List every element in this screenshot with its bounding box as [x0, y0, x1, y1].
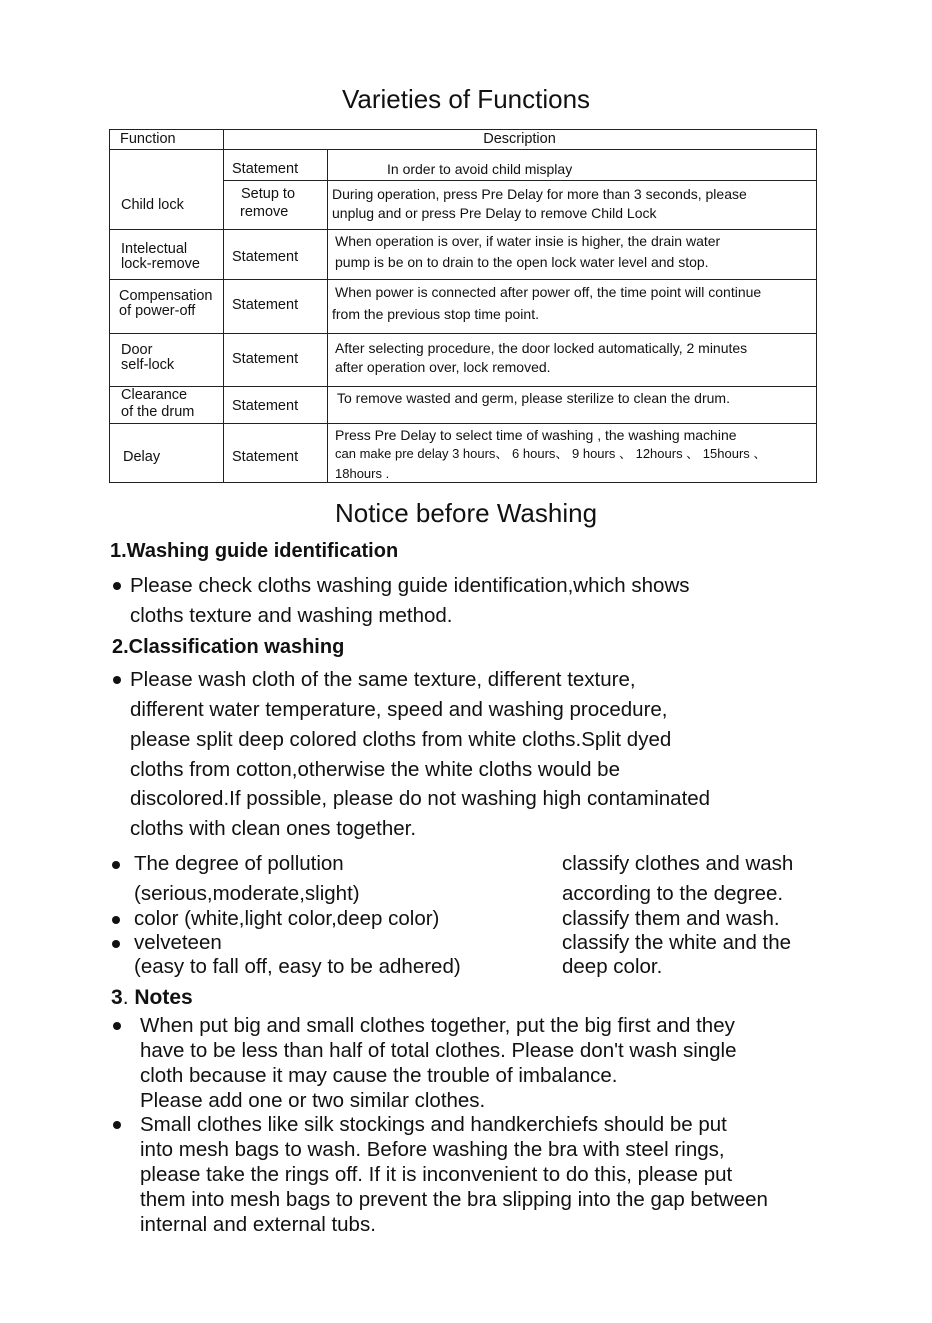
- notes-line: cloth because it may cause the trouble of imbalance.: [140, 1064, 618, 1087]
- header-description: Description: [483, 131, 556, 147]
- notice-title: Notice before Washing: [334, 498, 598, 528]
- desc-line: can make pre delay 3 hours、 6 hours、 9 hours 、 12hours 、 15hours 、: [335, 446, 767, 461]
- notes-line: Please add one or two similar clothes.: [140, 1089, 486, 1112]
- section3-dot: .: [122, 986, 129, 1009]
- function-clearance: Clearance: [121, 387, 188, 403]
- label-statement: Statement: [232, 249, 299, 265]
- section3-heading: [111, 986, 193, 1010]
- section2-line: cloths with clean ones together.: [130, 817, 417, 840]
- desc-line: Press Pre Delay to select time of washing , the washing machine: [335, 427, 737, 443]
- function-child-lock: Child lock: [121, 197, 184, 213]
- desc-line: after operation over, lock removed.: [335, 359, 551, 375]
- label-statement: Statement: [232, 351, 299, 367]
- section3-title: Notes: [134, 986, 193, 1009]
- desc-line: pump is be on to drain to the open lock water level and stop.: [335, 254, 709, 270]
- label-setup: Setup to: [241, 186, 296, 202]
- section1-line: cloths texture and washing method.: [130, 604, 453, 627]
- velveteen-label: velveteen: [134, 931, 222, 954]
- functions-table: [109, 129, 817, 483]
- function-of-the-drum: of the drum: [121, 404, 195, 420]
- desc-line: When operation is over, if water insie is higher, the drain water: [335, 233, 721, 249]
- notes-line: into mesh bags to wash. Before washing the bra with steel rings,: [140, 1138, 725, 1161]
- function-delay: Delay: [123, 449, 161, 465]
- bullet-icon: [112, 940, 120, 948]
- section2-line: cloths from cotton,otherwise the white cloths would be: [130, 758, 620, 781]
- label-statement: Statement: [232, 398, 299, 414]
- notes-line: Small clothes like silk stockings and handkerchiefs should be put: [140, 1113, 727, 1136]
- label-statement: Statement: [232, 161, 299, 177]
- pollution-levels: (serious,moderate,slight): [134, 882, 360, 905]
- desc-line: from the previous stop time point.: [332, 306, 539, 322]
- notes-line: please take the rings off. If it is inconvenient to do this, please put: [140, 1163, 733, 1186]
- color-label: color (white,light color,deep color): [134, 907, 440, 930]
- desc-line: When power is connected after power off, the time point will continue: [335, 284, 762, 300]
- bullet-icon: [112, 916, 120, 924]
- color-action: classify them and wash.: [562, 907, 780, 930]
- notes-line: them into mesh bags to prevent the bra slipping into the gap between: [140, 1188, 768, 1211]
- function-door: Door: [121, 342, 153, 358]
- section2-line: please split deep colored cloths from white cloths.Split dyed: [130, 728, 672, 751]
- function-lock-remove: lock-remove: [121, 256, 200, 272]
- label-statement: Statement: [232, 297, 299, 313]
- velveteen-action: deep color.: [562, 955, 663, 978]
- velveteen-action: classify the white and the: [562, 931, 792, 954]
- notes-line: When put big and small clothes together, put the big first and they: [140, 1014, 735, 1037]
- pollution-action: classify clothes and wash: [562, 852, 794, 875]
- pollution-label: The degree of pollution: [134, 852, 344, 875]
- notes-line: internal and external tubs.: [140, 1213, 376, 1236]
- section1-heading: 1.Washing guide identification: [110, 540, 399, 562]
- function-intelectual: Intelectual: [121, 241, 188, 257]
- section2-line: Please wash cloth of the same texture, different texture,: [130, 668, 636, 691]
- section2-line: discolored.If possible, please do not washing high contaminated: [130, 787, 711, 810]
- notes-line: have to be less than half of total clothes. Please don't wash single: [140, 1039, 737, 1062]
- label-statement: Statement: [232, 449, 299, 465]
- header-function: Function: [120, 131, 176, 147]
- desc-line: After selecting procedure, the door locked automatically, 2 minutes: [335, 340, 748, 356]
- function-compensation: Compensation: [119, 288, 213, 304]
- bullet-icon: [113, 676, 121, 684]
- bullet-icon: [112, 861, 120, 869]
- function-self-lock: self-lock: [121, 357, 175, 373]
- desc-line: unplug and or press Pre Delay to remove Child Lock: [332, 205, 657, 221]
- section1-line: Please check cloths washing guide identification,which shows: [130, 574, 690, 597]
- section2-line: different water temperature, speed and washing procedure,: [130, 698, 668, 721]
- desc-line: To remove wasted and germ, please sterilize to clean the drum.: [337, 390, 730, 406]
- desc-child-lock-statement: In order to avoid child misplay: [387, 161, 573, 177]
- bullet-icon: [113, 1022, 121, 1030]
- section3-number: 3: [111, 986, 123, 1009]
- bullet-icon: [113, 1121, 121, 1129]
- bullet-icon: [113, 582, 121, 590]
- desc-line: 18hours .: [335, 466, 390, 481]
- velveteen-note: (easy to fall off, easy to be adhered): [134, 955, 461, 978]
- pollution-action: according to the degree.: [562, 882, 784, 905]
- label-remove: remove: [240, 204, 289, 220]
- page-title: Varieties of Functions: [341, 84, 591, 114]
- desc-line: During operation, press Pre Delay for more than 3 seconds, please: [332, 186, 747, 202]
- section2-heading: 2.Classification washing: [112, 636, 345, 658]
- function-of-power-off: of power-off: [119, 303, 196, 319]
